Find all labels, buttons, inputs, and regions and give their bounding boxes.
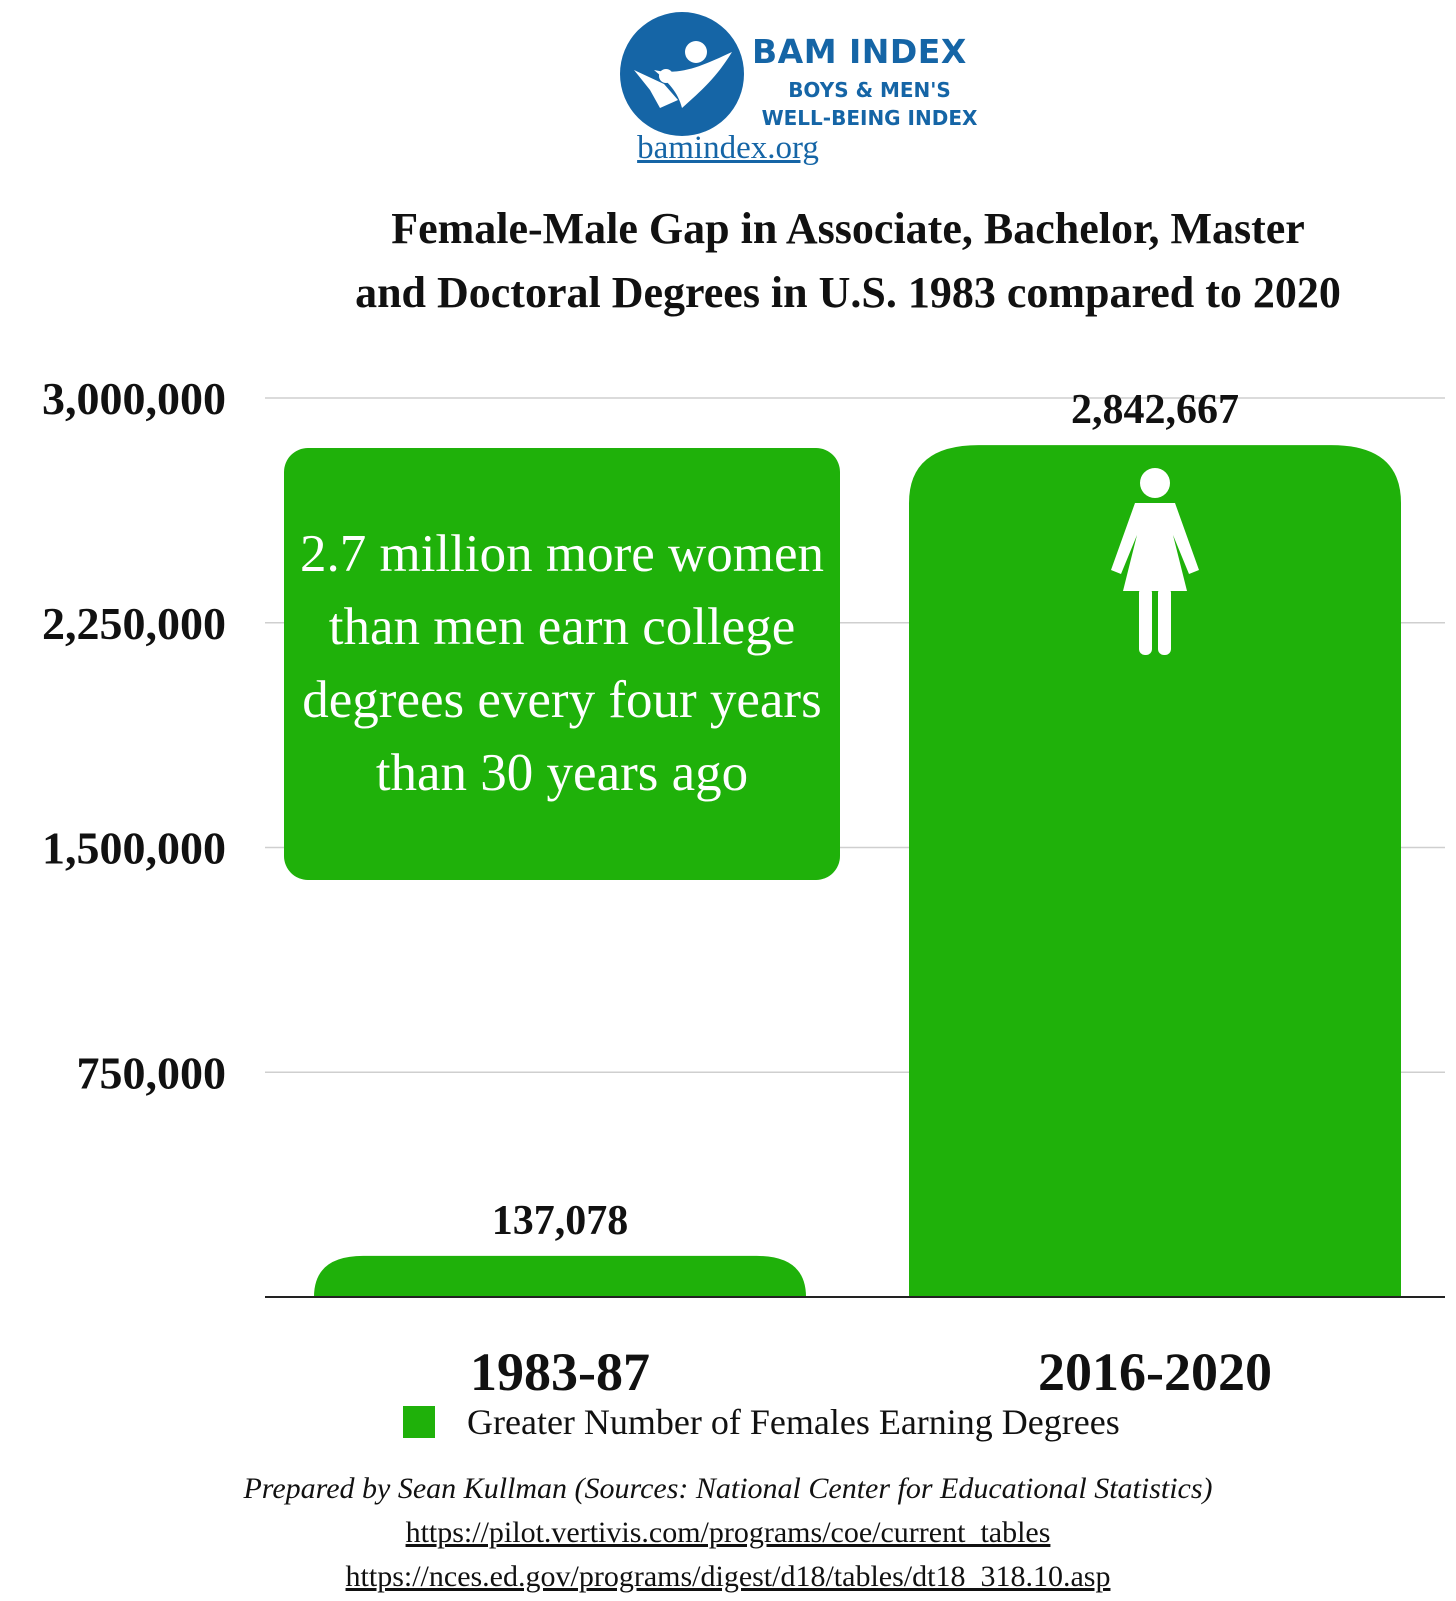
logo-subtitle-line2: WELL-BEING INDEX (761, 106, 978, 130)
callout-box: 2.7 million more women than men earn college degrees every four years than 30 years ago (284, 448, 840, 880)
logo-url-link[interactable]: bamindex.org (637, 130, 819, 166)
y-tick-label: 1,500,000 (42, 822, 226, 874)
data-label: 137,078 (491, 1197, 629, 1244)
y-tick-label: 3,000,000 (42, 373, 226, 424)
legend (403, 1402, 1120, 1442)
bar-1983-87 (314, 1256, 806, 1297)
credit-text: Prepared by Sean Kullman (Sources: National Center for Educational Statistics) (243, 1472, 1213, 1505)
x-category-label: 2016-2020 (1038, 1342, 1272, 1402)
chart-title-line2: and Doctoral Degrees in U.S. 1983 compared to 2020 (355, 268, 1341, 317)
chart-title-line1: Female-Male Gap in Associate, Bachelor, Master (391, 204, 1305, 253)
data-label: 2,842,667 (1071, 387, 1239, 434)
x-category-label: 1983-87 (470, 1342, 650, 1402)
source-link-2[interactable]: https://nces.ed.gov/programs/digest/d18/tables/dt18_318.10.asp (345, 1560, 1111, 1593)
source-link-1[interactable]: https://pilot.vertivis.com/programs/coe/current_tables (405, 1516, 1051, 1549)
legend-label: Greater Number of Females Earning Degrees (467, 1402, 1120, 1442)
legend-swatch (403, 1406, 435, 1438)
logo-title: BAM INDEX (752, 32, 967, 71)
logo-subtitle-line1: BOYS & MEN'S (788, 78, 951, 102)
y-tick-label: 750,000 (76, 1047, 226, 1099)
y-tick-label: 2,250,000 (42, 597, 226, 649)
